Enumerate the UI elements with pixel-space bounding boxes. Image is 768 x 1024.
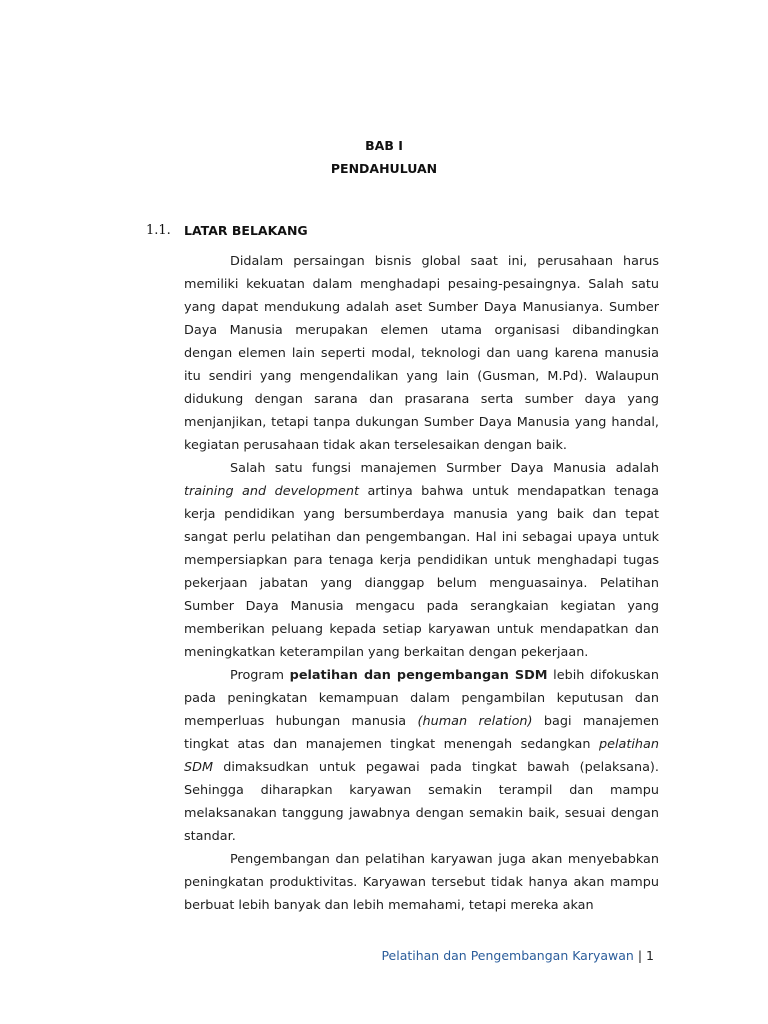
paragraph-3-italic-human-relation: (human relation) — [417, 714, 533, 729]
paragraph-2-italic-term: training and development — [184, 484, 359, 499]
section-number: 1.1. — [146, 223, 171, 238]
paragraph-3-text-a: Program — [230, 668, 290, 683]
page-footer — [381, 948, 654, 963]
body-text — [184, 250, 659, 917]
paragraph-3-italic-pelatihan: pelatihan SDM — [184, 737, 659, 775]
paragraph-3 — [184, 664, 659, 848]
paragraph-4: Pengembangan dan pelatihan karyawan juga akan menyebabkan peningkatan produktivitas. Karyawan tersebut tidak hanya akan mampu berbuat lebih banyak dan lebih memahami, tetapi mereka akan — [184, 852, 659, 913]
section-title: LATAR BELAKANG — [184, 223, 308, 238]
paragraph-2 — [184, 457, 659, 664]
paragraph-2-text-a: Salah satu fungsi manajemen Surmber Daya Manusia adalah — [230, 461, 659, 476]
footer-title: Pelatihan dan Pengembangan Karyawan — [381, 948, 634, 963]
paragraph-1: Didalam persaingan bisnis global saat ini, perusahaan harus memiliki kekuatan dalam menghadapi pesaing-pesaingnya. Salah satu yang dapat mendukung adalah aset Sumber Daya Manusianya. Sumber Daya Manusia merupakan elemen utama organisasi dibandingkan dengan elemen lain seperti modal, teknologi dan uang karena manusia itu sendiri yang mengendalikan yang lain (Gusman, M.Pd). Walaupun didukung dengan sarana dan prasarana serta sumber daya yang menjanjikan, tetapi tanpa dukungan Sumber Daya Manusia yang handal, kegiatan perusahaan tidak akan terselesaikan dengan baik. — [184, 254, 659, 453]
page-number: 1 — [646, 948, 654, 963]
paragraph-3-text-c: lebih difokuskan pada peningkatan kemampuan dalam pengambilan keputusan dan memperluas hubungan manusia — [184, 668, 659, 729]
chapter-title: PENDAHULUAN — [330, 161, 438, 176]
chapter-number: BAB I — [365, 138, 403, 153]
paragraph-3-bold-term: pelatihan dan pengembangan SDM — [289, 668, 548, 683]
paragraph-3-text-g: dimaksudkan untuk pegawai pada tingkat bawah (pelaksana). Sehingga diharapkan karyawan semakin terampil dan mampu melaksanakan tanggung jawabnya dengan semakin baik, sesuai dengan standar. — [184, 760, 659, 844]
paragraph-2-text-c: artinya bahwa untuk mendapatkan tenaga kerja pendidikan yang bersumberdaya manusia yang baik dan tepat sangat perlu pelatihan dan pengembangan. Hal ini sebagai upaya untuk mempersiapkan para tenaga kerja pendidikan untuk menghadapi tugas pekerjaan jabatan yang dianggap belum menguasainya. Pelatihan Sumber Daya Manusia mengacu pada serangkaian kegiatan yang memberikan peluang kepada setiap karyawan untuk mendapatkan dan meningkatkan keterampilan yang berkaitan dengan pekerjaan. — [184, 484, 659, 660]
footer-separator: | — [637, 948, 643, 963]
paragraph-3-text-e: bagi manajemen tingkat atas dan manajemen tingkat menengah sedangkan — [184, 714, 659, 752]
